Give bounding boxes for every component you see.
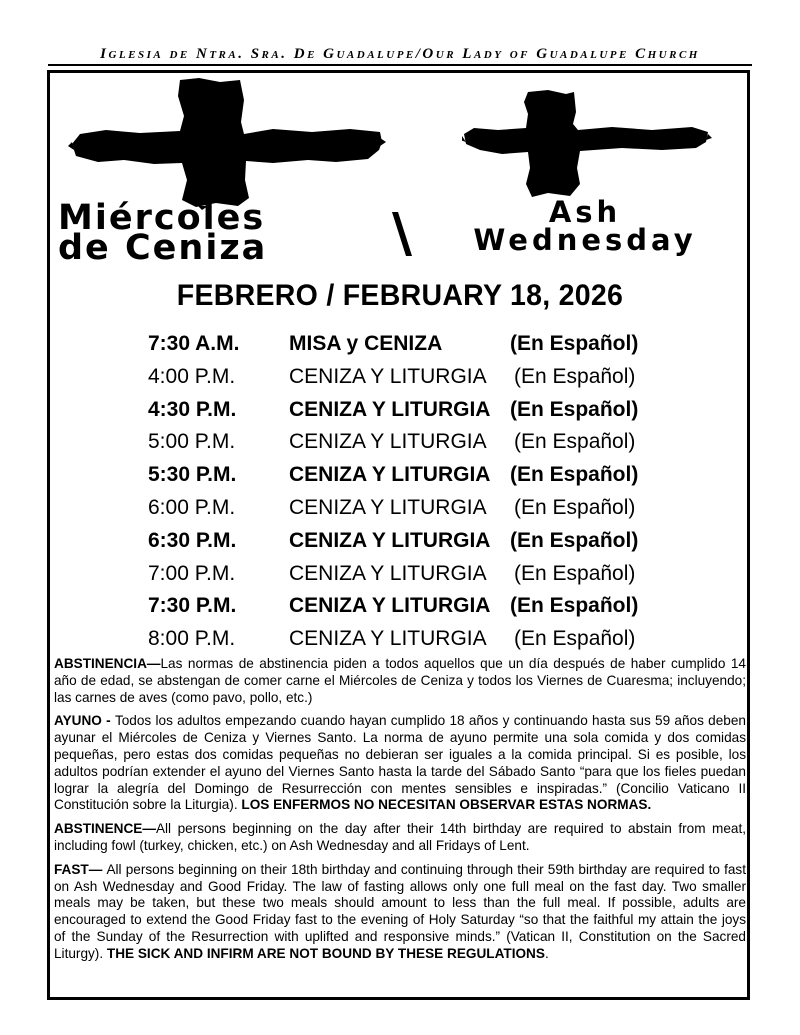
schedule-event: CENIZA Y LITURGIA — [289, 627, 487, 651]
schedule-row — [148, 394, 708, 427]
schedule-time: 4:30 P.M. — [148, 397, 237, 421]
abstinence-text: All persons beginning on the day after their 14th birthday are required to abstain from meat, including fowl (turkey, chicken, etc.) on Ash Wednesday and all Fridays of Lent. — [54, 821, 746, 853]
ayuno-closing: LOS ENFERMOS NO NECESITAN OBSERVAR ESTAS NORMAS. — [241, 797, 652, 813]
schedule-language: (En Español) — [514, 364, 636, 388]
schedule-time: 7:00 P.M. — [148, 561, 236, 585]
fast-lead: FAST— — [54, 861, 107, 877]
schedule-time: 5:00 P.M. — [148, 430, 236, 454]
ayuno-text: Todos los adultos empezando cuando hayan cumplido 18 años y continuando hasta sus 59 años deben ayunar el Miércoles de Ceniza y Viernes Santo. La norma de ayuno permite una sola comida y dos comidas pequeñas, pero estas dos comidas pequeñas no debieran ser iguales a la comida principal. Si es posible, los adultos podrían extender el ayuno del Viernes Santo hasta la tarde del Sábado Santo “para que los fieles puedan lograr la alegría del Domingo de Resurrección con mentes sensibles e inspiradas.” (Concilio Vaticano II Constitución sobre la Liturgia). — [54, 713, 746, 813]
schedule-language: (En Español) — [514, 561, 636, 585]
fast-closing: THE SICK AND INFIRM ARE NOT BOUND BY THESE REGULATIONS — [106, 945, 545, 961]
abstinence-lead: ABSTINENCE— — [54, 821, 156, 837]
schedule-event: CENIZA Y LITURGIA — [289, 463, 491, 487]
abstinence-paragraph — [54, 821, 746, 855]
schedule-time: 8:00 P.M. — [148, 627, 236, 651]
fast-end: . — [544, 945, 549, 961]
abstinencia-text: Las normas de abstinencia piden a todos aquellos que un día después de haber cumplido 14 año de edad, se abstengan de comer carne el Miércoles de Ceniza y todos los Viernes de Cuaresma; incluyendo; las carnes de aves (como pavo, pollo, etc.) — [54, 656, 746, 705]
ayuno-paragraph — [54, 713, 746, 814]
schedule-language: (En Español) — [514, 430, 636, 454]
title-english-line2: Wednesday — [473, 223, 697, 257]
schedule-language: (En Español) — [510, 594, 639, 618]
schedule-language: (En Español) — [510, 463, 639, 487]
service-schedule — [148, 328, 708, 656]
schedule-time: 5:30 P.M. — [148, 463, 237, 487]
schedule-event: CENIZA Y LITURGIA — [289, 495, 487, 519]
schedule-row — [148, 426, 708, 459]
abstinencia-lead: ABSTINENCIA— — [54, 656, 161, 671]
schedule-time: 6:30 P.M. — [148, 528, 237, 552]
schedule-row — [148, 525, 708, 558]
regulations-text — [54, 656, 746, 970]
schedule-event: CENIZA Y LITURGIA — [289, 594, 491, 618]
fast-paragraph — [54, 862, 746, 963]
schedule-row — [148, 492, 708, 525]
schedule-row — [148, 590, 708, 623]
abstinencia-paragraph — [54, 656, 746, 706]
schedule-time: 4:00 P.M. — [148, 364, 236, 388]
schedule-language: (En Español) — [510, 332, 639, 355]
schedule-event: CENIZA Y LITURGIA — [289, 397, 491, 421]
title-spanish — [58, 198, 388, 268]
header-rule — [48, 64, 752, 66]
schedule-row — [148, 623, 708, 656]
ayuno-lead: AYUNO - — [54, 713, 115, 729]
title-english — [420, 195, 750, 257]
schedule-row — [148, 328, 708, 361]
title-english-line1: Ash — [548, 195, 622, 229]
schedule-time: 7:30 A.M. — [148, 332, 240, 355]
schedule-language: (En Español) — [510, 528, 639, 552]
schedule-language: (En Español) — [514, 495, 636, 519]
schedule-row — [148, 459, 708, 492]
schedule-event: CENIZA Y LITURGIA — [289, 430, 487, 454]
schedule-language: (En Español) — [514, 627, 636, 651]
title-separator-backslash — [386, 208, 416, 260]
ash-cross-right-icon — [462, 88, 712, 200]
ash-cross-left-icon — [68, 76, 386, 210]
title-spanish-line1: Miércoles — [58, 198, 266, 238]
service-date: FEBRERO / FEBRUARY 18, 2026 — [176, 279, 624, 312]
schedule-event: CENIZA Y LITURGIA — [289, 561, 487, 585]
schedule-row — [148, 558, 708, 591]
church-header: Iglesia de Ntra. Sra. De Guadalupe/Our Lady of Guadalupe Church — [100, 46, 700, 62]
schedule-event: MISA y CENIZA — [289, 332, 443, 355]
fast-text: All persons beginning on their 18th birthday and continuing through their 59th birthday are required to fast on Ash Wednesday and Good Friday. The law of fasting allows only one full meal on the fast day. Two smaller meals may be taken, but these two meals should amount to less than the full meal. If possible, adults are encouraged to extend the Good Friday fast to the evening of Holy Saturday “so that the faithful my attain the joys of the Sunday of the Resurrection with uplifted and responsive minds.” (Vatican II, Constitution on the Sacred Liturgy). — [54, 861, 746, 961]
title-spanish-line2: de Ceniza — [58, 228, 268, 268]
schedule-event: CENIZA Y LITURGIA — [289, 528, 491, 552]
schedule-row — [148, 361, 708, 394]
schedule-event: CENIZA Y LITURGIA — [289, 364, 487, 388]
schedule-time: 7:30 P.M. — [148, 594, 237, 618]
schedule-language: (En Español) — [510, 397, 639, 421]
schedule-time: 6:00 P.M. — [148, 495, 236, 519]
